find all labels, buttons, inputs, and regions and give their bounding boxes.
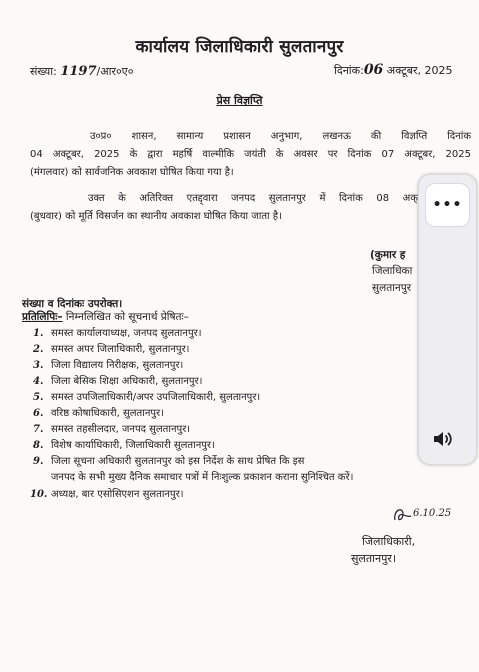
office-title: कार्यालय जिलाधिकारी सुलतानपुर xyxy=(135,37,344,57)
final-designation: जिलाधिकारी, xyxy=(362,535,416,548)
cc-list-item: 7. समस्त तहसीलदार, जनपद सुलतानपुर। xyxy=(33,424,191,435)
more-options-button[interactable] xyxy=(425,183,470,227)
cc-list-item: 6. वरिष्ठ कोषाधिकारी, सुलतानपुर। xyxy=(33,408,164,419)
reference-number-line xyxy=(30,64,133,79)
cc-list-item-continuation: जनपद के सभी मुख्य दैनिक समाचार पत्रों में निःशुल्क प्रकाशन कराना सुनिश्चित करें। xyxy=(51,472,354,483)
press-release-heading xyxy=(0,93,479,108)
copy-to-heading xyxy=(22,310,189,324)
ref-number: 1197 xyxy=(60,64,97,79)
date-label: दिनांक: xyxy=(334,64,364,77)
floating-reader-panel[interactable] xyxy=(418,174,477,465)
signatory-designation: जिलाधिका xyxy=(372,265,413,277)
more-options-icon: ••• xyxy=(432,197,463,213)
signature-date: 6.10.25 xyxy=(413,508,452,519)
date-rest: अक्टूबर, 2025 xyxy=(386,64,453,77)
cc-list-item: 5. समस्त उपजिलाधिकारी/अपर उपजिलाधिकारी, सुलतानपुर। xyxy=(33,392,261,403)
cc-list-item: 4. जिला बेसिक शिक्षा अधिकारी, सुलतानपुर। xyxy=(33,376,203,387)
copy-to-text: निम्नलिखित को सूचनार्थ प्रेषितः– xyxy=(62,311,189,323)
cc-list-item: 1. समस्त कार्यालयाध्यक्ष, जनपद सुलतानपुर। xyxy=(33,328,202,339)
cc-list-item: 8. विशेष कार्याधिकारी, जिलाधिकारी सुलतानपुर। xyxy=(33,440,215,451)
para2-line1: उक्त के अतिरिक्त एतद्द्वारा जनपद सुलतानपुर में दिनांक 08 अक् xyxy=(88,193,418,204)
para2-line2: (बुधवार) को मूर्ति विसर्जन का स्थानीय अवकाश घोषित किया जाता है। xyxy=(30,211,282,222)
reference-heading: संख्या व दिनांकः उपरोक्त। xyxy=(22,298,123,310)
final-location: सुलतानपुर। xyxy=(351,552,397,565)
signatory-location: सुलतानपुर xyxy=(372,282,412,294)
press-release-text: प्रेस विज्ञप्ति xyxy=(216,94,263,107)
speaker-wave-icon[interactable] xyxy=(431,427,455,451)
cc-list-item: 9. जिला सूचना अधिकारी सुलतानपुर को इस निर्देश के साथ प्रेषित कि इस xyxy=(33,456,305,467)
cc-list-item: 3. जिला विद्यालय निरीक्षक, सुलतानपुर। xyxy=(33,360,184,371)
copy-to-label: प्रतिलिपिः– xyxy=(22,311,63,323)
date-line xyxy=(334,62,453,78)
cc-list-item: 10. अध्यक्ष, बार एसोसिएशन सुलतानपुर। xyxy=(30,489,184,500)
cc-list-item: 2. समस्त अपर जिलाधिकारी, सुलतानपुर। xyxy=(33,344,190,355)
ref-suffix: /आर०ए० xyxy=(96,65,134,78)
para1-line1: उ०प्र० शासन, सामान्य प्रशासन अनुभाग, लखनऊ की विज्ञप्ति दिनांक xyxy=(90,131,471,142)
para1-line3: (मंगलवार) को सार्वजनिक अवकाश घोषित किया गया है। xyxy=(30,167,234,178)
para1-line2: 04 अक्टूबर, 2025 के द्वारा महर्षि वाल्मीकि जयंती के अवसर पर दिनांक 07 अक्टूबर, 2025 xyxy=(30,149,471,160)
date-day: 06 xyxy=(363,62,384,78)
ref-label: संख्या: xyxy=(30,65,57,78)
signatory-name: (कुमार ह xyxy=(370,249,406,261)
